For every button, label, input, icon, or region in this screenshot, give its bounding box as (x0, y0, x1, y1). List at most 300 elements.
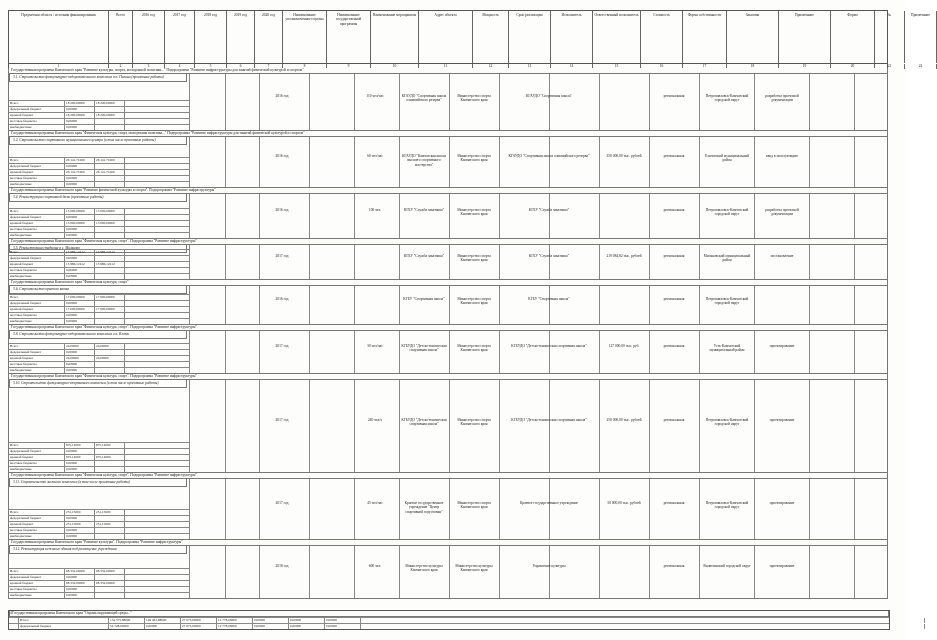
financing-cell: местные бюджеты (9, 119, 65, 124)
column-number: 10 (371, 64, 419, 69)
financing-cell (95, 233, 125, 238)
financing-cell: местные бюджеты (9, 528, 65, 533)
column-divider (354, 245, 355, 279)
financing-cell: внебюджетные (9, 368, 65, 373)
column-divider (225, 546, 226, 598)
footer-cell: 0,00000 (253, 624, 289, 629)
cell-own: региональная (663, 254, 685, 258)
financing-cell (95, 227, 125, 232)
footer-cell: 12 778,00000 (217, 624, 253, 629)
measure-title: 3.10. Строительство физкультурно-спортивного комплекса (в том числе проектные работы) (9, 380, 187, 388)
column-divider (754, 479, 755, 539)
column-divider (309, 286, 310, 324)
footer-cell: 0,00000 (289, 624, 325, 629)
column-divider (499, 194, 500, 238)
cell-own: региональная (663, 208, 685, 212)
column-divider (499, 137, 500, 187)
column-divider (399, 245, 400, 279)
financing-cell: федеральный бюджет (9, 107, 65, 112)
column-header: Адрес объекта (419, 11, 473, 63)
column-divider (449, 546, 450, 598)
column-header: 2017 год (165, 11, 195, 63)
cell-min: Министерство спорта Камчатского края (457, 254, 491, 263)
cell-cust: Петропавловск-Камчатский городской округ (705, 208, 749, 217)
footer-cell: Итого (19, 618, 109, 623)
cell-cost: 250 000,00 тыс. рублей (606, 418, 642, 422)
measure-title: 3.12. Реконструкция нежилого здания под размещение учреждения (9, 546, 187, 554)
footer-cell: 12 778,00000 (217, 618, 253, 623)
column-divider (854, 245, 855, 279)
column-number: 11 (419, 64, 473, 69)
column-divider (549, 245, 550, 279)
financing-cell: 24,00000 (95, 356, 125, 361)
column-divider (649, 194, 650, 238)
column-number: 9 (327, 64, 371, 69)
financing-cell: 0,00000 (65, 274, 95, 279)
column-divider (809, 137, 810, 187)
column-divider (854, 546, 855, 598)
column-divider (549, 331, 550, 373)
financing-cell: краевой бюджет (9, 170, 65, 175)
cell-resp: Управление культуры (532, 564, 566, 568)
column-divider (754, 331, 755, 373)
financing-cell: внебюджетные (9, 274, 65, 279)
cell-exec: КГАУДО "Камчатская школа высшего спортивного мастерства" (402, 154, 446, 167)
cell-cost: 219 084,82 тыс. рублей (606, 254, 642, 258)
column-divider (354, 74, 355, 130)
financing-row (9, 367, 189, 373)
column-divider (399, 74, 400, 130)
financing-table (9, 442, 189, 472)
financing-cell: краевой бюджет (9, 221, 65, 226)
financing-cell: 18 200,00000 (95, 101, 125, 106)
financing-cell: Всего (9, 101, 65, 106)
financing-cell: 0,00000 (65, 301, 95, 306)
financing-table (9, 157, 189, 187)
column-divider (599, 245, 600, 279)
financing-cell: 17 000,00000 (65, 307, 95, 312)
financing-cell: местные бюджеты (9, 227, 65, 232)
program-banner: Государственная программа Камчатского края "Физическая культура, спорт". Подпрограмма "Развитие инфраструктуры" (8, 374, 888, 380)
financing-cell: 0,00000 (65, 534, 95, 539)
footer-row (9, 617, 889, 623)
column-divider (809, 331, 810, 373)
financing-cell (95, 164, 125, 169)
column-divider (189, 331, 190, 373)
column-divider (649, 245, 650, 279)
measure-title: 3.5. Реконструкция стадиона в с. Мильково (9, 245, 187, 253)
financing-cell: Всего (9, 158, 65, 163)
financing-cell: 68 332,00000 (65, 569, 95, 574)
column-header: 2019 год (227, 11, 255, 63)
financing-cell: 18 200,00000 (95, 113, 125, 118)
financing-cell: 13 986,12412 (95, 262, 125, 267)
column-number: 15 (593, 64, 641, 69)
column-divider (309, 245, 310, 279)
column-divider (699, 479, 700, 539)
column-number: 3 (133, 64, 165, 69)
column-divider (225, 479, 226, 539)
program-block (8, 374, 888, 473)
cell-cost: 127 000,00 тыс. руб. (608, 344, 640, 348)
financing-cell: краевой бюджет (9, 455, 65, 460)
column-divider (549, 479, 550, 539)
column-number: 7 (255, 64, 283, 69)
column-divider (854, 380, 855, 472)
financing-cell: 0,00000 (65, 516, 95, 521)
column-divider (354, 479, 355, 539)
column-divider (449, 479, 450, 539)
financing-table (9, 568, 189, 598)
financing-cell (95, 467, 125, 472)
financing-cell: внебюджетные (9, 233, 65, 238)
financing-cell: местные бюджеты (9, 268, 65, 273)
column-divider (399, 479, 400, 539)
cell-cust: Усть-Камчатский муниципальный район (709, 344, 745, 353)
column-divider (225, 194, 226, 238)
table-row (8, 380, 888, 473)
column-divider (449, 245, 450, 279)
financing-cell: 875,14000 (65, 443, 95, 448)
column-header: Срок реализации (509, 11, 551, 63)
financing-cell: внебюджетные (9, 125, 65, 130)
financing-row (9, 232, 189, 238)
cell-own: региональная (663, 564, 685, 568)
financing-cell: внебюджетные (9, 467, 65, 472)
column-divider (499, 479, 500, 539)
financing-cell: 18 200,00000 (65, 113, 95, 118)
financing-cell: 0,00000 (65, 461, 95, 466)
column-divider (699, 194, 700, 238)
table-row (8, 546, 888, 599)
cell-resp: КГБУ "Служба заказчика" (528, 208, 570, 212)
column-divider (399, 137, 400, 187)
financing-cell: 0,00000 (65, 362, 95, 367)
cell-cap: 100 чел. (368, 208, 382, 212)
cell-own: региональная (663, 344, 685, 348)
financing-cell: федеральный бюджет (9, 575, 65, 580)
cell-year: 2017 год (275, 501, 289, 505)
column-divider (259, 546, 260, 598)
financing-cell (95, 319, 125, 324)
financing-cell: 0,00000 (65, 319, 95, 324)
column-divider (599, 380, 600, 472)
column-header: 2020 год (255, 11, 283, 63)
measure-title: 3.6. Строительство крытого катка (9, 286, 187, 294)
column-divider (599, 194, 600, 238)
financing-cell: 24,00000 (95, 344, 125, 349)
financing-cell: 68 332,00000 (95, 581, 125, 586)
cell-cap: 600 чел. (368, 564, 382, 568)
financing-table (9, 509, 189, 539)
financing-cell (95, 575, 125, 580)
financing-cell: 0,00000 (65, 125, 95, 130)
cell-year: 2016 год (275, 297, 289, 301)
column-divider (259, 245, 260, 279)
column-divider (754, 380, 755, 472)
cell-cust: Петропавловск-Камчатский городской округ (705, 418, 749, 427)
cell-year: 2016 год (275, 94, 289, 98)
financing-cell: 251,15000 (65, 522, 95, 527)
financing-cell: 13 986,12412 (65, 250, 95, 255)
cell-note: проектирование (769, 418, 795, 422)
program-block (8, 239, 888, 280)
column-divider (309, 479, 310, 539)
column-divider (499, 74, 500, 130)
financing-cell: 0,00000 (65, 119, 95, 124)
cell-resp: КГАУДО "Спортивная школа" (525, 94, 573, 98)
program-block (8, 473, 888, 540)
column-header: Ответственный исполнитель (593, 11, 641, 63)
program-banner: Государственная программа Камчатского края "Развитие культуры, спорта, молодежной политики..." Подпрограмма "Развитие инфраструктуры для занятий физической культурой и спортом" (8, 68, 888, 74)
cell-exec: КГБУДО "Детско-юношеская спортивная школа" (401, 344, 447, 353)
cell-exec: КГБУ "Служба заказчика" (403, 254, 445, 258)
financing-cell (95, 107, 125, 112)
column-divider (649, 331, 650, 373)
column-number: 6 (227, 64, 255, 69)
column-divider (449, 286, 450, 324)
cell-own: региональная (663, 94, 685, 98)
footer-cell (9, 618, 19, 623)
financing-cell: краевой бюджет (9, 307, 65, 312)
column-number: 1 (9, 64, 109, 69)
financing-cell: 251,15000 (95, 510, 125, 515)
financing-cell: краевой бюджет (9, 113, 65, 118)
cell-resp: КГАУДО "Спортивная школа олимпийского резерва" (508, 154, 590, 158)
financing-cell (95, 516, 125, 521)
financing-cell: 0,00000 (65, 182, 95, 187)
column-divider (449, 331, 450, 373)
financing-cell: внебюджетные (9, 534, 65, 539)
cell-resp: КГБУ "Служба заказчика" (528, 254, 570, 258)
column-divider (225, 286, 226, 324)
financing-cell: 0,00000 (65, 449, 95, 454)
footer-cell: 27 073,00000 (181, 618, 217, 623)
financing-table (9, 208, 189, 238)
column-divider (649, 137, 650, 187)
column-divider (309, 331, 310, 373)
financing-cell: 875,14000 (95, 443, 125, 448)
column-header: Мощность (473, 11, 509, 63)
financing-cell: 0,00000 (65, 164, 95, 169)
column-divider (699, 137, 700, 187)
financing-table (9, 249, 189, 279)
column-header: 2018 год (195, 11, 227, 63)
financing-cell: 0,00000 (65, 528, 95, 533)
program-block (8, 188, 888, 239)
financing-cell: 0,00000 (65, 313, 95, 318)
cell-cust: Вилючинский городской округ (703, 564, 751, 568)
column-divider (549, 380, 550, 472)
column-header: Форма (831, 11, 875, 63)
financing-cell (95, 125, 125, 130)
financing-cell (95, 268, 125, 273)
footer-cell: 27 073,00000 (181, 624, 217, 629)
cell-cust: Елизовский муниципальный район (705, 154, 749, 163)
program-banner: Государственная программа Камчатского края "Физическая культура, спорт". Подпрограмма "Развитие инфраструктуры" (8, 325, 888, 331)
column-divider (225, 380, 226, 472)
column-number: 20 (831, 64, 875, 69)
financing-row (9, 592, 189, 598)
financing-cell: 0,00000 (65, 593, 95, 598)
column-number: 4 (165, 64, 195, 69)
cell-year: 2017 год (275, 344, 289, 348)
financing-cell (95, 593, 125, 598)
column-divider (754, 286, 755, 324)
cell-cap: 30 чел/час (367, 344, 383, 348)
cell-cust: Мильковский муниципальный район (703, 254, 751, 263)
footer-cell: 0,00000 (325, 624, 361, 629)
column-divider (354, 331, 355, 373)
financing-cell: 0,00000 (65, 215, 95, 220)
table-row (8, 479, 888, 540)
column-divider (809, 74, 810, 130)
column-number: 8 (283, 64, 327, 69)
financing-table (9, 343, 189, 373)
column-divider (189, 286, 190, 324)
column-divider (354, 546, 355, 598)
column-divider (809, 245, 810, 279)
cell-resp: КГБУДО "Детско-юношеская спортивная школа" (511, 344, 587, 348)
financing-cell: Всего (9, 344, 65, 349)
column-divider (259, 137, 260, 187)
financing-cell: 13 000,00000 (95, 209, 125, 214)
column-number: 22 (905, 64, 937, 69)
column-divider (499, 245, 500, 279)
column-divider (754, 74, 755, 130)
financing-cell: краевой бюджет (9, 581, 65, 586)
program-block (8, 131, 888, 188)
column-divider (854, 74, 855, 130)
financing-cell: местные бюджеты (9, 176, 65, 181)
cell-cap: 60 чел/час (367, 154, 383, 158)
column-divider (549, 546, 550, 598)
column-divider (309, 546, 310, 598)
column-divider (499, 286, 500, 324)
column-divider (754, 546, 755, 598)
measure-title: 3.8. Строительство физкультурно-оздоровительного комплекса в п. Ключи (9, 331, 187, 339)
footer-title: Государственная программа Камчатского края "Охрана окружающей среды..." (9, 611, 889, 617)
column-header: 2016 год (133, 11, 165, 63)
financing-cell: 13 000,00000 (65, 209, 95, 214)
financing-cell: 875,14000 (95, 455, 125, 460)
column-divider (449, 137, 450, 187)
financing-cell: внебюджетные (9, 319, 65, 324)
measure-title: 3.2. Строительство спортивного муниципального центра (в том числе проектные работы) (9, 137, 187, 145)
cell-note: проектирование (769, 501, 795, 505)
footer-cell (9, 624, 19, 629)
column-divider (599, 74, 600, 130)
column-divider (599, 546, 600, 598)
financing-cell (95, 119, 125, 124)
cell-year: 2017 год (275, 418, 289, 422)
financing-cell (95, 449, 125, 454)
column-divider (259, 331, 260, 373)
program-block (8, 325, 888, 374)
financing-cell: федеральный бюджет (9, 350, 65, 355)
financing-cell (95, 301, 125, 306)
financing-cell: 0,00000 (65, 227, 95, 232)
financing-cell: местные бюджеты (9, 587, 65, 592)
financing-cell: 18 200,00000 (65, 101, 95, 106)
column-header: Всего (109, 11, 133, 63)
financing-cell: 13 000,00000 (95, 221, 125, 226)
column-divider (699, 74, 700, 130)
column-divider (854, 286, 855, 324)
cell-own: региональная (663, 418, 685, 422)
cell-resp: КГБУДО "Детско-юношеская спортивная школа" (511, 418, 587, 422)
financing-cell: Всего (9, 209, 65, 214)
financing-cell: Всего (9, 295, 65, 300)
column-divider (309, 380, 310, 472)
cell-note: разработка проектной документации (765, 94, 799, 103)
column-divider (309, 74, 310, 130)
cell-note: разработка проектной документации (765, 208, 799, 217)
column-divider (754, 137, 755, 187)
program-banner: Государственная программа Камчатского края "Физическая культура, спорт". Подпрограмма "Развитие инфраструктуры" (8, 473, 888, 479)
financing-cell: 26 141,71000 (65, 158, 95, 163)
financing-row (9, 533, 189, 539)
financing-cell (95, 368, 125, 373)
column-divider (754, 194, 755, 238)
column-header: Заказчик (727, 11, 779, 63)
cell-note: ввод в эксплуатацию (766, 154, 798, 158)
column-divider (599, 286, 600, 324)
financing-cell: 875,14000 (65, 455, 95, 460)
column-divider (599, 331, 600, 373)
cell-min: Министерство спорта Камчатского края (457, 418, 491, 427)
financing-cell: федеральный бюджет (9, 215, 65, 220)
financing-cell: 13 986,12412 (65, 262, 95, 267)
column-header: Наименование уполномоченного органа (283, 11, 327, 63)
cell-own: региональная (663, 154, 685, 158)
column-divider (649, 479, 650, 539)
column-divider (499, 546, 500, 598)
column-divider (499, 331, 500, 373)
financing-cell: Всего (9, 250, 65, 255)
cell-cust: Петропавловск-Камчатский городской округ (705, 297, 749, 306)
column-header: Форма собственности (683, 11, 727, 63)
cell-min: Министерство спорта Камчатского края (457, 208, 491, 217)
column-divider (649, 546, 650, 598)
financing-row (9, 466, 189, 472)
column-divider (259, 74, 260, 130)
footer-cell: 0,00000 (145, 624, 181, 629)
column-divider (599, 479, 600, 539)
column-divider (309, 137, 310, 187)
financing-cell: 0,00000 (65, 350, 95, 355)
financing-cell: 0,00000 (65, 256, 95, 261)
column-divider (225, 245, 226, 279)
financing-cell: 0,00000 (65, 268, 95, 273)
column-divider (399, 546, 400, 598)
financing-cell: 0,00000 (65, 107, 95, 112)
column-divider (699, 380, 700, 472)
financing-row (9, 273, 189, 279)
cell-year: 2016 год (275, 208, 289, 212)
column-divider (189, 74, 190, 130)
cell-cap: 110 чел/час (366, 94, 384, 98)
column-divider (354, 194, 355, 238)
program-banner: Государственная программа Камчатского края "Физическая культура, спорт". Подпрограмма "Развитие инфраструктуры" (8, 239, 888, 245)
cell-year: 2017 год (275, 254, 289, 258)
financing-cell: Всего (9, 510, 65, 515)
table-row (8, 137, 888, 188)
cell-year: 2018 год (275, 564, 289, 568)
cell-own: региональная (663, 501, 685, 505)
column-divider (354, 137, 355, 187)
column-number: 19 (779, 64, 831, 69)
